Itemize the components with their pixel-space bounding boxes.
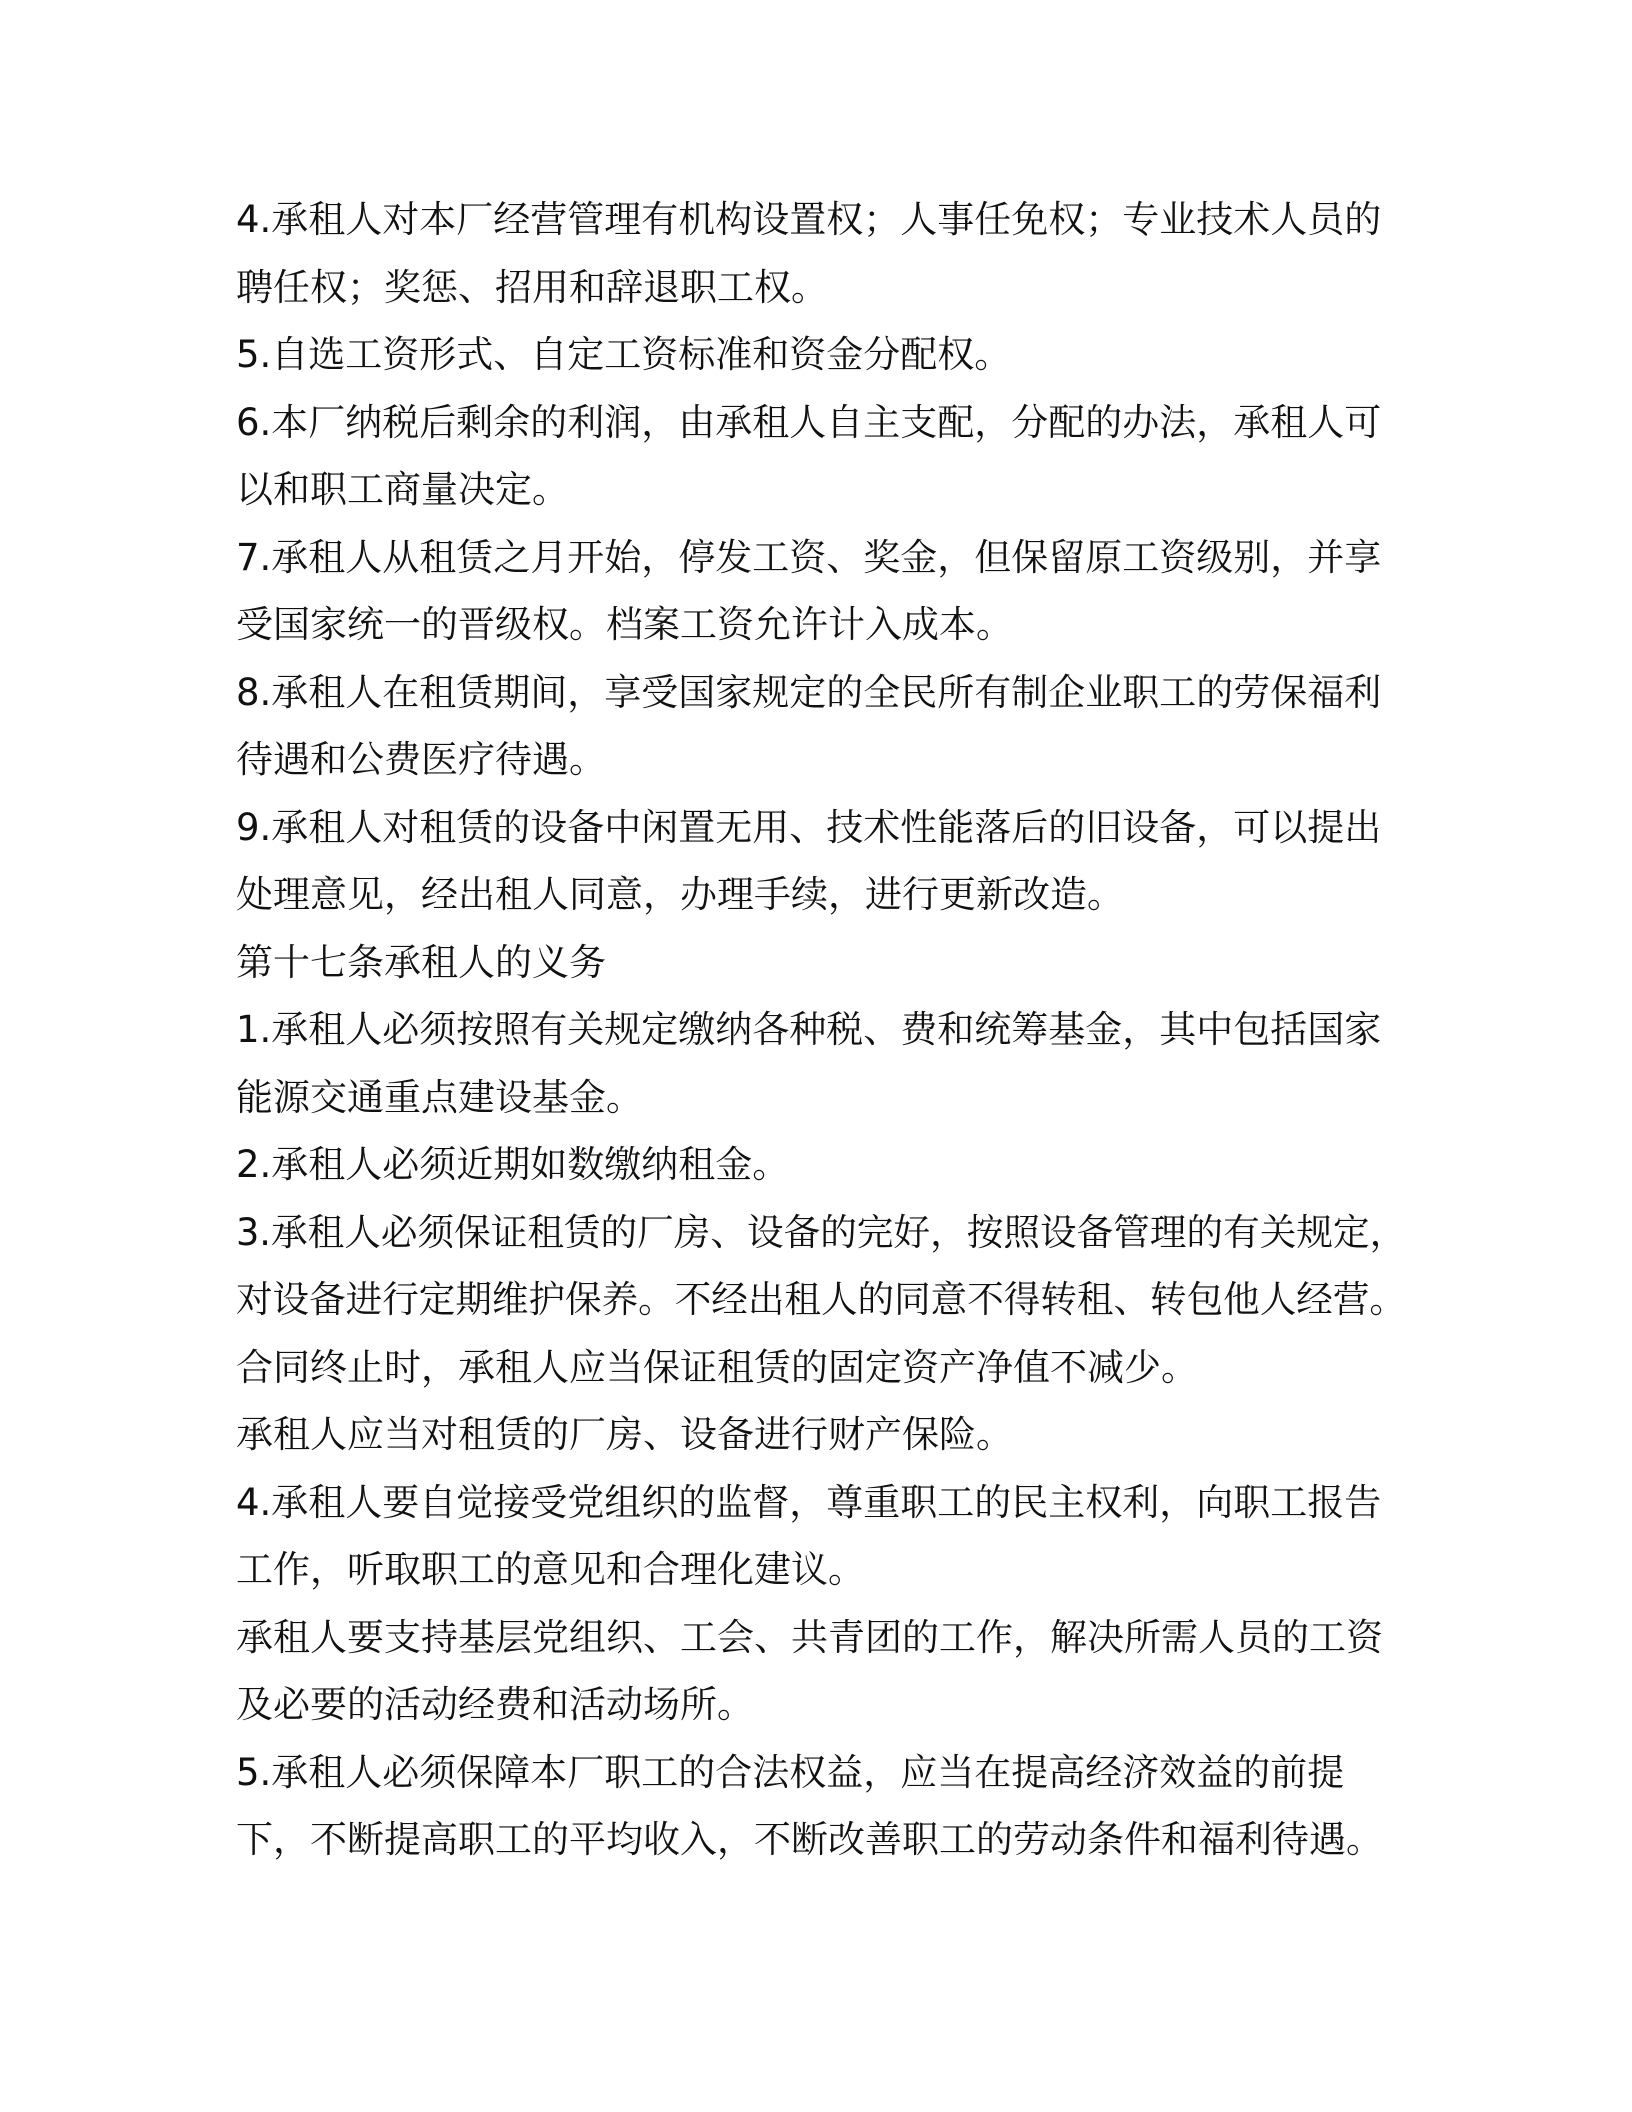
text-line: 5.自选工资形式、自定工资标准和资金分配权。 bbox=[236, 333, 1012, 376]
text-line: 工作，听取职工的意见和合理化建议。 bbox=[236, 1548, 865, 1591]
text-line: 6.本厂纳税后剩余的利润，由承租人自主支配，分配的办法，承租人可 bbox=[236, 400, 1382, 444]
text-line: 待遇和公费医疗待遇。 bbox=[236, 738, 606, 781]
text-line: 受国家统一的晋级权。档案工资允许计入成本。 bbox=[236, 603, 1013, 646]
paragraph bbox=[236, 794, 1406, 929]
paragraph bbox=[236, 389, 1406, 524]
text-line: 以和职工商量决定。 bbox=[236, 468, 569, 511]
paragraph bbox=[236, 1401, 1406, 1469]
paragraph bbox=[236, 321, 1406, 389]
text-line: 合同终止时，承租人应当保证租赁的固定资产净值不减少。 bbox=[236, 1345, 1198, 1389]
paragraph bbox=[236, 1739, 1406, 1874]
text-line: 3.承租人必须保证租赁的厂房、设备的完好，按照设备管理的有关规定， bbox=[236, 1210, 1407, 1254]
text-line: 9.承租人对租赁的设备中闲置无用、技术性能落后的旧设备，可以提出 bbox=[236, 805, 1382, 849]
text-line: 1.承租人必须按照有关规定缴纳各种税、费和统筹基金，其中包括国家 bbox=[236, 1008, 1382, 1051]
text-line: 下，不断提高职工的平均收入，不断改善职工的劳动条件和福利待遇。 bbox=[236, 1818, 1383, 1861]
text-line: 8.承租人在租赁期间，享受国家规定的全民所有制企业职工的劳保福利 bbox=[236, 670, 1382, 714]
paragraph bbox=[236, 524, 1406, 659]
text-line: 5.承租人必须保障本厂职工的合法权益，应当在提高经济效益的前提 bbox=[236, 1750, 1345, 1794]
text-line: 及必要的活动经费和活动场所。 bbox=[236, 1683, 754, 1726]
text-line: 第十七条承租人的义务 bbox=[236, 940, 606, 984]
text-line: 承租人应当对租赁的厂房、设备进行财产保险。 bbox=[236, 1413, 1013, 1456]
paragraph bbox=[236, 659, 1406, 794]
paragraph bbox=[236, 929, 1406, 997]
text-line: 聘任权；奖惩、招用和辞退职工权。 bbox=[236, 265, 828, 309]
paragraph bbox=[236, 1469, 1406, 1604]
text-line: 承租人要支持基层党组织、工会、共青团的工作，解决所需人员的工资 bbox=[236, 1615, 1383, 1659]
paragraph bbox=[236, 996, 1406, 1131]
paragraph bbox=[236, 1199, 1406, 1402]
text-line: 2.承租人必须近期如数缴纳租金。 bbox=[236, 1143, 790, 1186]
text-line: 4.承租人要自觉接受党组织的监督，尊重职工的民主权利，向职工报告 bbox=[236, 1480, 1382, 1524]
paragraph bbox=[236, 1604, 1406, 1739]
text-line: 能源交通重点建设基金。 bbox=[236, 1075, 643, 1119]
text-line: 处理意见，经出租人同意，办理手续，进行更新改造。 bbox=[236, 873, 1124, 916]
paragraph bbox=[236, 1131, 1406, 1199]
text-line: 对设备进行定期维护保养。不经出租人的同意不得转租、转包他人经营。 bbox=[236, 1278, 1406, 1321]
paragraph bbox=[236, 186, 1406, 321]
text-line: 4.承租人对本厂经营管理有机构设置权；人事任免权；专业技术人员的 bbox=[236, 198, 1382, 241]
document-page bbox=[236, 186, 1406, 1874]
text-line: 7.承租人从租赁之月开始，停发工资、奖金，但保留原工资级别，并享 bbox=[236, 535, 1382, 579]
